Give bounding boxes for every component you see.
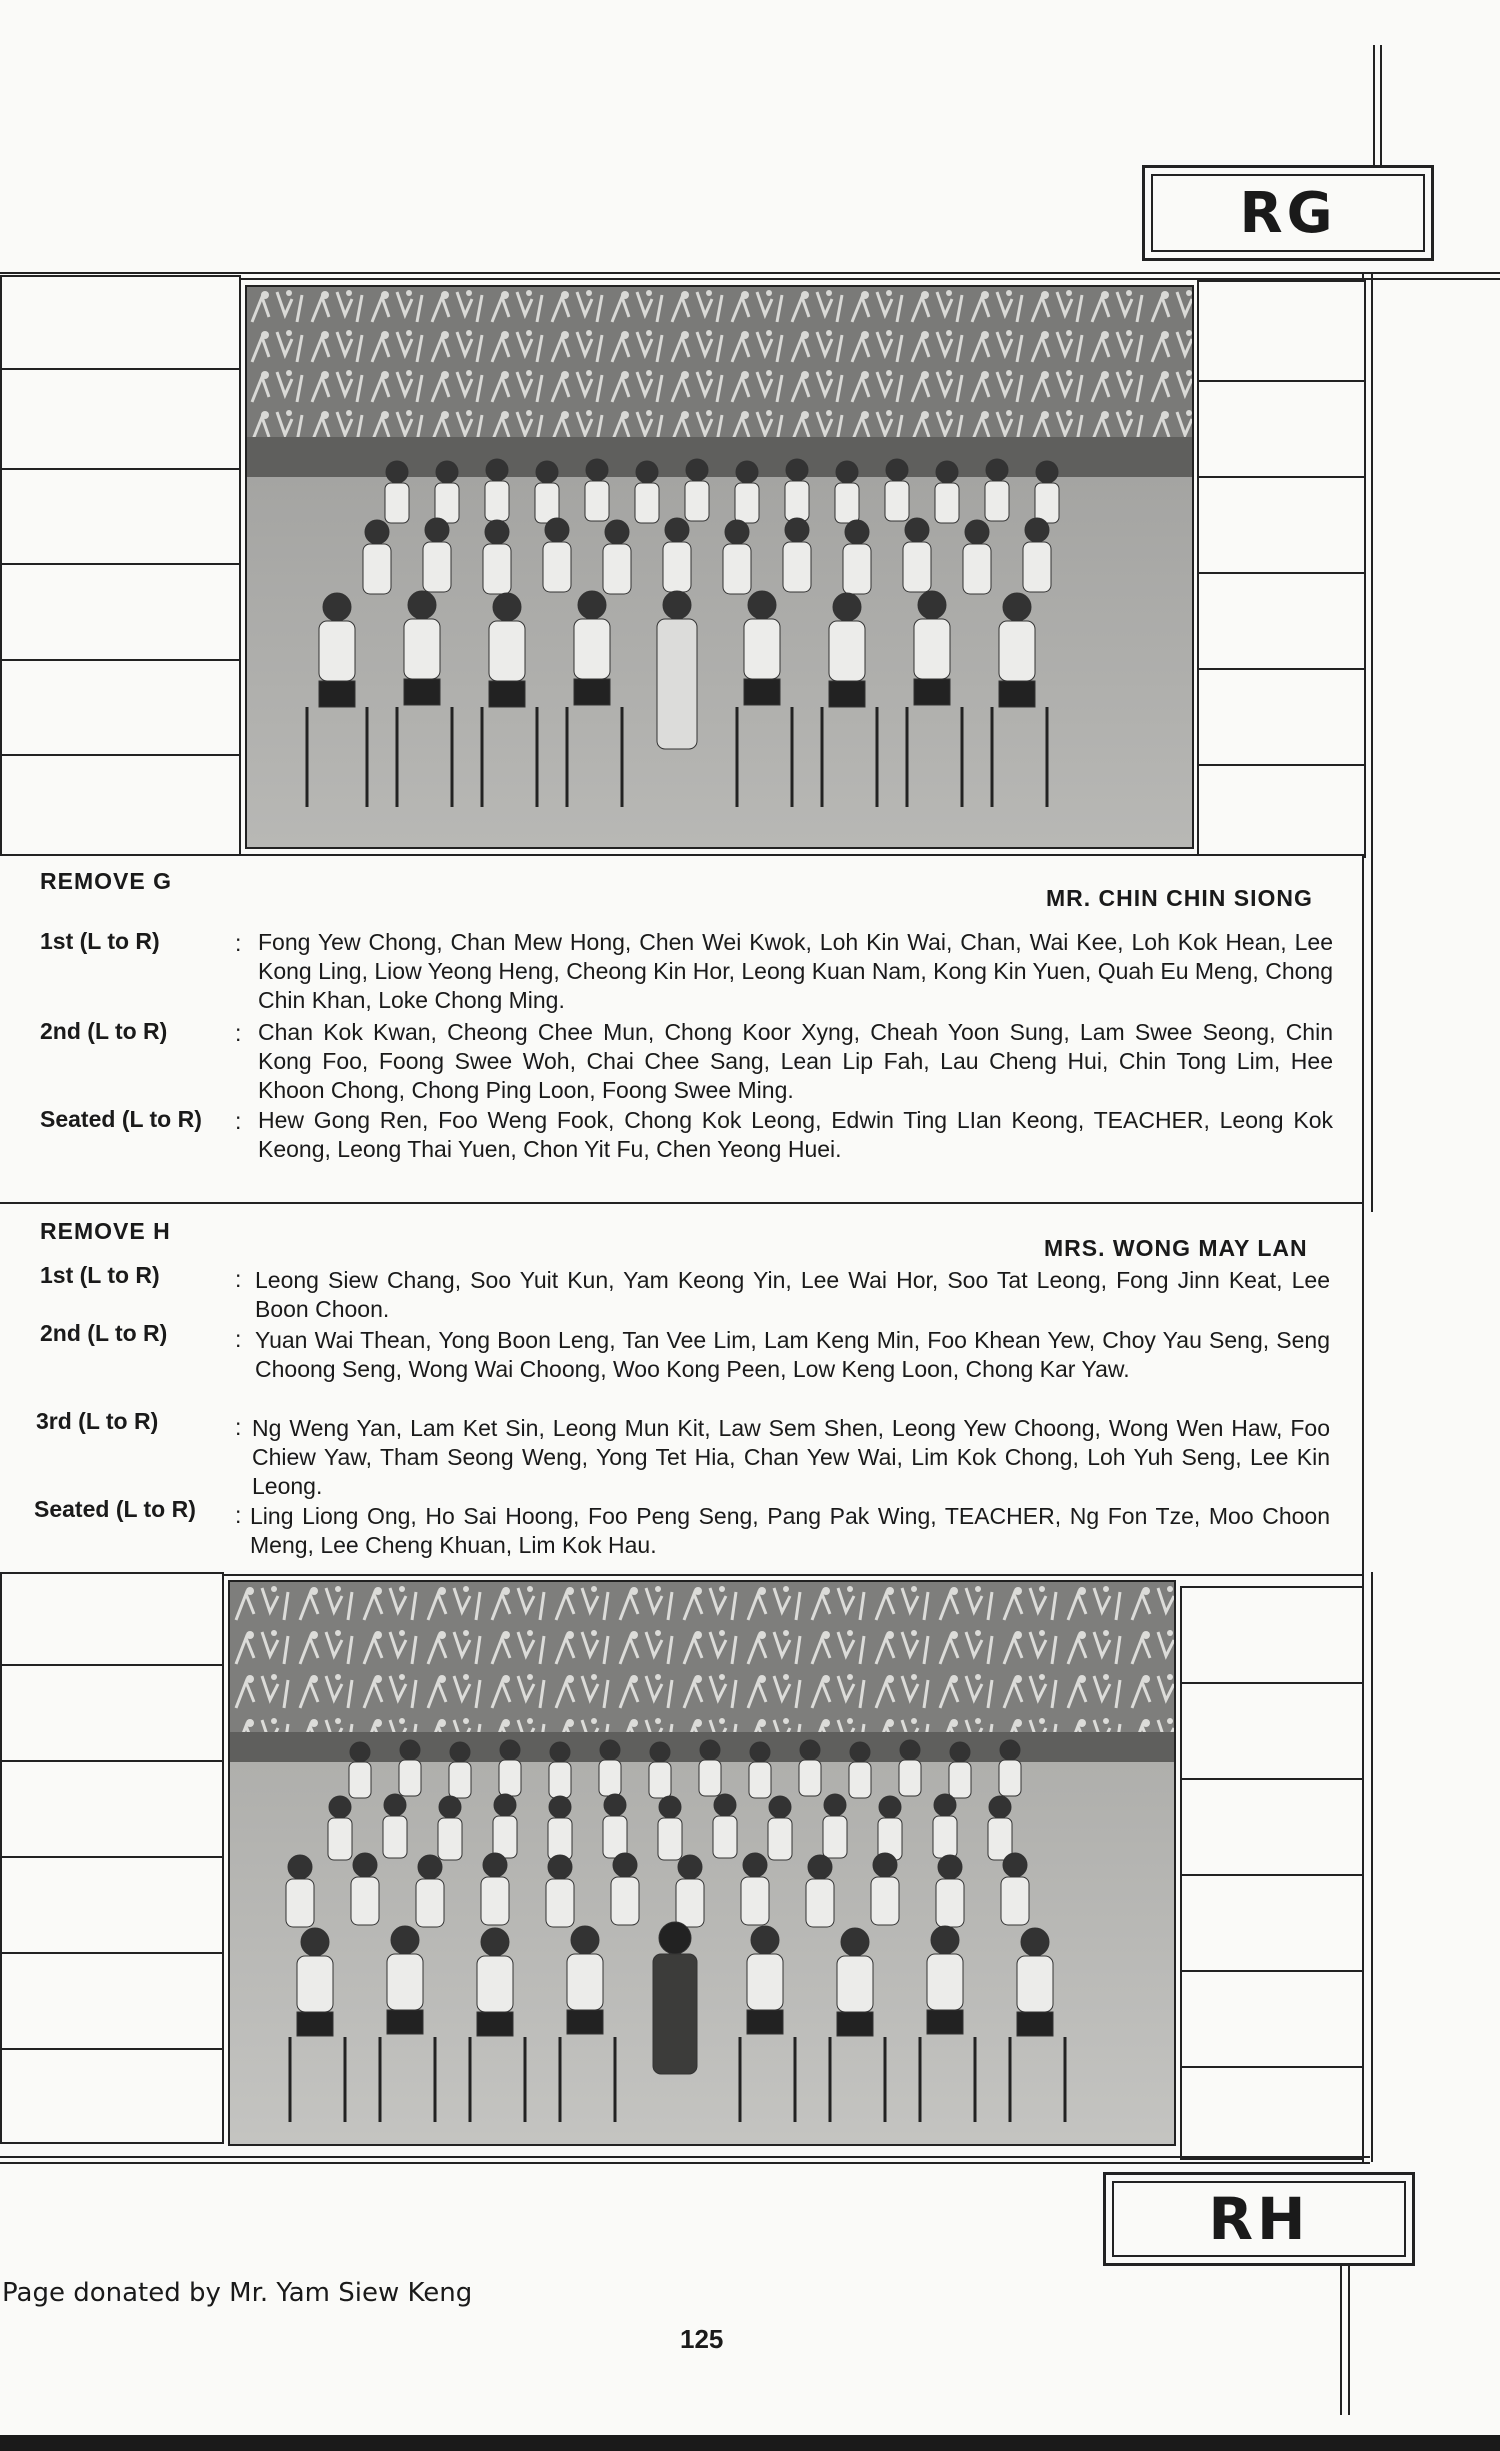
rg-right-box-6 bbox=[1197, 764, 1366, 858]
section-tag-rh bbox=[1103, 2172, 1415, 2266]
rg-row-1-label: 1st (L to R) bbox=[40, 928, 160, 954]
right-rule-top-a bbox=[1373, 45, 1375, 170]
rh-row-3-label: 3rd (L to R) bbox=[36, 1408, 159, 1434]
rg-row-3-colon: : bbox=[235, 1108, 242, 1134]
rg-left-box-6 bbox=[0, 754, 241, 858]
rh-right-box-4 bbox=[1180, 1874, 1364, 1974]
rh-row-1-colon: : bbox=[235, 1266, 242, 1292]
rh-left-box-1 bbox=[0, 1572, 224, 1668]
rg-class-name: REMOVE G bbox=[40, 868, 172, 894]
rh-right-box-2 bbox=[1180, 1682, 1364, 1782]
rh-row-3-names: Ng Weng Yan, Lam Ket Sin, Leong Mun Kit, Law Sem Shen, Leong Yew Choong, Wong Wen Haw, Foo Chiew Yaw, Tham Seong Weng, Yong Tet Hia, Chan Yew Wai, Lim Kok Chong, Loh Yuh Seng, Lee Kin Leong. bbox=[252, 1415, 1330, 1499]
rh-right-rule-a bbox=[1362, 1572, 1364, 2162]
rh-row-4-colon: : bbox=[235, 1502, 242, 1528]
rh-bottom-rule bbox=[0, 2156, 1370, 2158]
donation-note: Page donated by Mr. Yam Siew Keng bbox=[2, 2278, 473, 2308]
rh-row-4-label: Seated (L to R) bbox=[34, 1496, 196, 1522]
rg-row-2-label: 2nd (L to R) bbox=[40, 1018, 168, 1044]
rh-class-name: REMOVE H bbox=[40, 1218, 171, 1244]
rg-teacher-name: MR. CHIN CHIN SIONG bbox=[1046, 885, 1313, 911]
scan-edge bbox=[0, 2435, 1500, 2451]
rg-row-3-names: Hew Gong Ren, Foo Weng Fook, Chong Kok Leong, Edwin Ting LIan Keong, TEACHER, Leong Kok Keong, Leong Thai Yuen, Chon Yit Fu, Chen Yeong Huei. bbox=[258, 1107, 1333, 1162]
rh-left-box-3 bbox=[0, 1760, 224, 1860]
rh-row-1-label: 1st (L to R) bbox=[40, 1262, 160, 1288]
rh-left-box-6 bbox=[0, 2048, 224, 2144]
rh-right-box-6 bbox=[1180, 2066, 1364, 2160]
right-rule-top-b bbox=[1380, 45, 1382, 170]
rg-right-box-5 bbox=[1197, 668, 1366, 768]
bottom-rule-b bbox=[1348, 2265, 1350, 2415]
rg-photo-illustration bbox=[247, 287, 1192, 847]
rg-top-rule bbox=[0, 272, 1500, 274]
rg-right-box-2 bbox=[1197, 380, 1366, 480]
page-number: 125 bbox=[680, 2324, 724, 2354]
rg-left-box-2 bbox=[0, 368, 241, 472]
rg-right-box-3 bbox=[1197, 476, 1366, 576]
section-tag-rg-text: RG bbox=[1151, 174, 1425, 252]
rg-right-box-1 bbox=[1197, 280, 1366, 384]
rg-right-rule-b bbox=[1371, 272, 1373, 1212]
rg-row-3-label: Seated (L to R) bbox=[40, 1106, 202, 1132]
rh-row-2-label: 2nd (L to R) bbox=[40, 1320, 168, 1346]
rh-row-3-colon: : bbox=[235, 1414, 242, 1440]
rh-row-1-names: Leong Siew Chang, Soo Yuit Kun, Yam Keong Yin, Lee Wai Hor, Soo Tat Leong, Fong Jinn Keat, Lee Boon Choon. bbox=[255, 1267, 1330, 1322]
rh-right-box-3 bbox=[1180, 1778, 1364, 1878]
rh-left-box-5 bbox=[0, 1952, 224, 2052]
rh-right-rule-b bbox=[1371, 1572, 1373, 2162]
rh-photo-illustration bbox=[230, 1582, 1174, 2144]
rh-row-4-names: Ling Liong Ong, Ho Sai Hoong, Foo Peng Seng, Pang Pak Wing, TEACHER, Ng Fon Tze, Moo Choon Meng, Lee Cheng Khuan, Lim Kok Hau. bbox=[250, 1503, 1330, 1558]
rg-class-photo bbox=[245, 285, 1194, 849]
rg-left-box-3 bbox=[0, 468, 241, 567]
rg-left-box-4 bbox=[0, 563, 241, 663]
rg-left-box-5 bbox=[0, 659, 241, 758]
bottom-rule-a bbox=[1340, 2265, 1342, 2415]
rh-right-box-1 bbox=[1180, 1586, 1364, 1686]
rg-right-box-4 bbox=[1197, 572, 1366, 672]
rh-row-2-names: Yuan Wai Thean, Yong Boon Leng, Tan Vee Lim, Lam Keng Min, Foo Khean Yew, Choy Yau Seng, Seng Choong Seng, Wong Wai Choong, Woo Kong Peen, Low Keng Loon, Chong Kar Yaw. bbox=[255, 1327, 1330, 1382]
rh-left-box-2 bbox=[0, 1664, 224, 1764]
rh-right-box-5 bbox=[1180, 1970, 1364, 2070]
section-tag-rh-text: RH bbox=[1112, 2181, 1406, 2257]
rh-row-2-colon: : bbox=[235, 1326, 242, 1352]
rg-row-2-colon: : bbox=[235, 1020, 242, 1046]
rg-row-1-names: Fong Yew Chong, Chan Mew Hong, Chen Wei Kwok, Loh Kin Wai, Chan, Wai Kee, Loh Kok Hean, Lee Kong Ling, Liow Yeong Heng, Cheong Kin Hor, Leong Kuan Nam, Kong Kin Yuen, Quah Eu Meng, Chong Chin Khan, Loke Chong Ming. bbox=[258, 929, 1333, 1013]
section-tag-rg bbox=[1142, 165, 1434, 261]
rg-row-2-names: Chan Kok Kwan, Cheong Chee Mun, Chong Koor Xyng, Cheah Yoon Sung, Lam Swee Seong, Chin Kong Foo, Foong Swee Woh, Chai Chee Sang, Lean Lip Fah, Lau Cheng Hui, Chin Tong Lim, Hee Khoon Chong, Chong Ping Loon, Foong Swee Ming. bbox=[258, 1019, 1333, 1103]
rh-bottom-rule-2 bbox=[0, 2162, 1370, 2164]
rg-left-box-1 bbox=[0, 275, 241, 372]
rg-row-1-colon: : bbox=[235, 930, 242, 956]
rh-class-photo bbox=[228, 1580, 1176, 2146]
rh-teacher-name: MRS. WONG MAY LAN bbox=[1044, 1235, 1308, 1261]
rh-left-box-4 bbox=[0, 1856, 224, 1956]
